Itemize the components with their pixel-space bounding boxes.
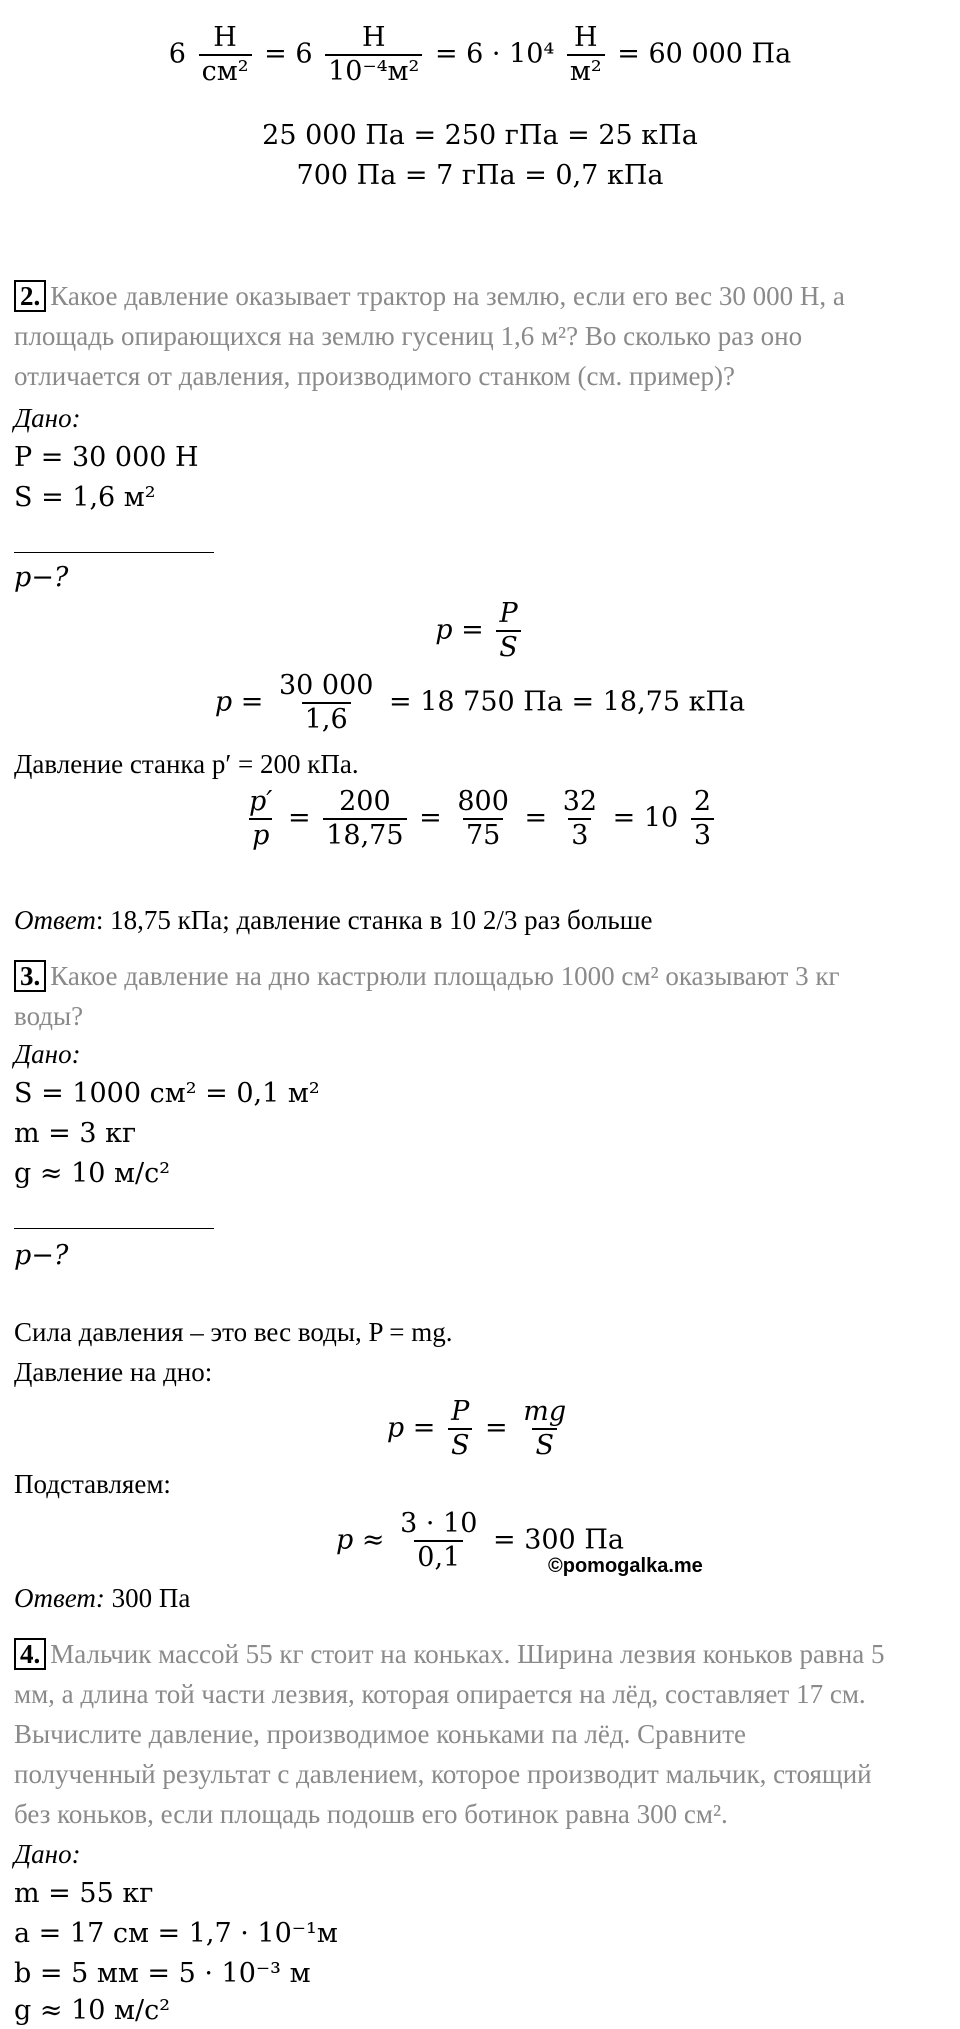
task3-number: 3. <box>14 960 46 992</box>
task3-given-mass: m = 3 кг <box>14 1118 137 1149</box>
task3-formula-p: p = $\frac{P}{S}$ = $\frac{mg}{S}$ <box>386 1396 567 1461</box>
task2-question-line1: 2. Какое давление оказывает трактор на землю, если его вес 30 000 Н, а <box>14 278 845 314</box>
task3-given-g: g ≈ 10 м/с² <box>14 1158 171 1189</box>
task4-question-line2: мм, а длина той части лезвия, которая опирается на лёд, составляет 17 см. <box>14 1679 866 1709</box>
task2-number: 2. <box>14 280 46 312</box>
task3-question-line1: 3. Какое давление на дно кастрюли площадью 1000 см² оказывают 3 кг <box>14 958 840 994</box>
task2-given-weight: P = 30 000 Н <box>14 442 199 473</box>
task4-given-g: g ≈ 10 м/с² <box>14 1995 171 2026</box>
task4-question-line5: без коньков, если площадь подошв его ботинок равна 300 см². <box>14 1799 728 1829</box>
task4-given-mass: m = 55 кг <box>14 1878 154 1909</box>
task2-answer: Ответ: 18,75 кПа; давление станка в 10 2/3 раз больше <box>14 905 653 935</box>
task2-find: p−? <box>14 562 69 593</box>
task4-given-width: b = 5 мм = 5 · 10⁻³ м <box>14 1958 311 1989</box>
conversion-line-3: 700 Па = 7 гПа = 0,7 кПа <box>296 160 664 191</box>
task2-divider <box>14 552 214 553</box>
task4-question-line1: 4. Мальчик массой 55 кг стоит на коньках. Ширина лезвия коньков равна 5 <box>14 1636 884 1672</box>
task3-question-line2: воды? <box>14 1001 84 1031</box>
conversion-line-2: 25 000 Па = 250 гПа = 25 кПа <box>262 120 698 151</box>
fraction-n-per-cm2: $\frac{Н}{\text{см²}}$ <box>199 22 252 88</box>
task4-given-label: Дано: <box>14 1839 81 1869</box>
fraction-n-per-1e-4m2: $\frac{Н}{\text{10⁻⁴м²}}$ <box>325 22 422 88</box>
task2-ratio-formula: $\frac{p'}{p}$ = $\frac{200}{18,75}$ = $\frac{800}{75}$ = $\frac{32}{3}$ = 10 $\frac{2}{3}$ <box>0 786 960 852</box>
task3-substitute-text: Подставляем: <box>14 1469 171 1499</box>
task3-find: p−? <box>14 1240 69 1271</box>
unit-conversion-line: 6 $\frac{Н}{\text{см²}}$ = 6 $\frac{Н}{\text{10⁻⁴м²}}$ = 6 · 10⁴ $\frac{Н}{\text{м²}}$ = 60 000 Па <box>168 22 792 87</box>
task4-given-length: a = 17 см = 1,7 · 10⁻¹м <box>14 1918 338 1949</box>
task2-question-line3: отличается от давления, производимого станком (см. пример)? <box>14 361 735 391</box>
task2-machine-pressure: Давление станка p′ = 200 кПа. <box>14 749 359 779</box>
watermark: ©pomogalka.me <box>548 1555 703 1577</box>
task4-question-line4: полученный результат с давлением, которое производит мальчик, стоящий <box>14 1759 872 1789</box>
task2-given-area: S = 1,6 м² <box>14 482 156 513</box>
task2-formula-calc: p = $\frac{30 000}{1,6}$ = 18 750 Па = 18,75 кПа <box>214 670 746 735</box>
task4-question-line3: Вычислите давление, производимое коньками па лёд. Сравните <box>14 1719 747 1749</box>
task3-bottom-text: Давление на дно: <box>14 1357 213 1387</box>
task2-given-label: Дано: <box>14 403 81 433</box>
task2-formula-p: p = $\frac{P}{S}$ <box>0 598 960 664</box>
coef: 6 <box>168 38 186 70</box>
task2-question-line2: площадь опирающихся на землю гусениц 1,6 м²? Во сколько раз оно <box>14 321 803 351</box>
task3-divider <box>14 1228 214 1229</box>
task3-formula-calc: p ≈ $\frac{3 \cdot 10}{0,1}$ = 300 Па <box>336 1508 624 1573</box>
task3-force-text: Сила давления – это вес воды, P = mg. <box>14 1317 453 1347</box>
task3-given-label: Дано: <box>14 1039 81 1069</box>
task3-answer: Ответ: 300 Па <box>14 1583 191 1613</box>
fraction-n-per-m2: $\frac{Н}{\text{м²}}$ <box>567 22 605 88</box>
task3-given-area: S = 1000 см² = 0,1 м² <box>14 1078 320 1109</box>
task4-number: 4. <box>14 1638 46 1670</box>
